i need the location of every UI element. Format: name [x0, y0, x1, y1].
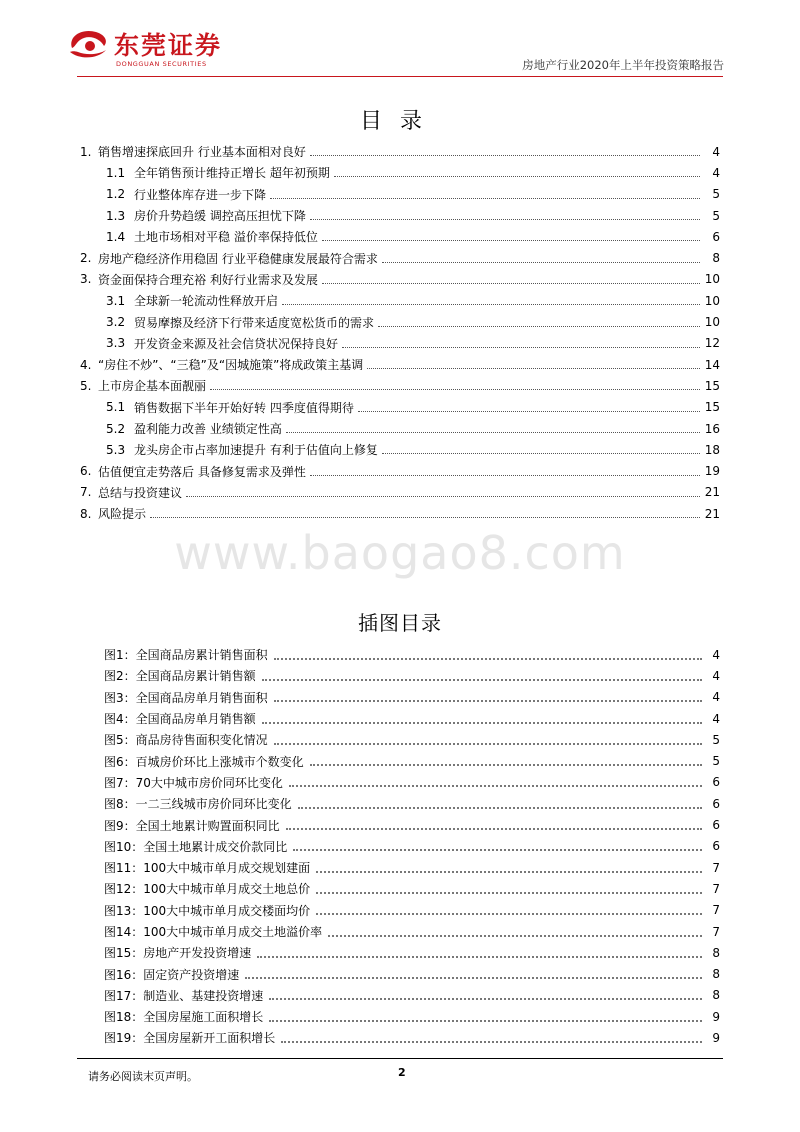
figure-entry[interactable]: [104, 942, 720, 963]
toc-entry[interactable]: [80, 397, 720, 418]
figure-leader-dots: [262, 722, 702, 724]
toc-entry-label: 资金面保持合理充裕 利好行业需求及发展: [98, 272, 318, 287]
toc-entry-page: 15: [704, 400, 720, 415]
toc-leader-dots: [378, 326, 700, 327]
toc-leader-dots: [270, 198, 700, 199]
figure-leader-dots: [269, 1020, 702, 1022]
figure-list-heading: 插图目录: [358, 611, 442, 635]
figure-entry-page: 7: [712, 924, 720, 939]
figure-entry-page: 8: [712, 945, 720, 960]
toc-entry-label: 土地市场相对平稳 溢价率保持低位: [134, 230, 318, 245]
figure-entry-page: 9: [712, 1009, 720, 1024]
figure-entry[interactable]: [104, 708, 720, 729]
figure-leader-dots: [310, 764, 702, 766]
figure-entry[interactable]: [104, 772, 720, 793]
toc-leader-dots: [322, 283, 700, 284]
figure-entry[interactable]: [104, 814, 720, 835]
toc-entry[interactable]: [80, 141, 720, 162]
figure-entry-page: 5: [712, 754, 720, 769]
toc-entry-number: 1.2: [106, 187, 126, 202]
watermark: www.baogao8.com: [174, 526, 626, 580]
toc-leader-dots: [310, 219, 700, 220]
toc-leader-dots: [382, 453, 700, 454]
toc-entry-number: 5.1: [106, 400, 126, 415]
toc-leader-dots: [210, 389, 700, 390]
figure-entry[interactable]: [104, 921, 720, 942]
toc-entry-number: 1.1: [106, 165, 126, 180]
figure-leader-dots: [286, 828, 702, 830]
figure-entry[interactable]: [104, 750, 720, 771]
toc-entry-number: 6.: [80, 464, 92, 479]
figure-entry-page: 6: [712, 775, 720, 790]
company-logo: [66, 22, 246, 72]
toc-entry-label: 风险提示: [98, 507, 147, 522]
toc-entry-page: 12: [704, 336, 720, 351]
toc-entry-page: 8: [712, 251, 720, 266]
toc-entry-number: 5.3: [106, 442, 126, 457]
toc-entry[interactable]: [80, 162, 720, 183]
figure-entry-label: 图1：全国商品房累计销售面积: [104, 648, 268, 663]
toc-entry-number: 3.1: [106, 293, 126, 308]
toc-entry-number: 3.: [80, 272, 92, 287]
figure-entry-page: 7: [712, 881, 720, 896]
figure-entry-label: 图13：100大中城市单月成交楼面均价: [104, 903, 311, 918]
figure-entry[interactable]: [104, 836, 720, 857]
toc-leader-dots: [382, 262, 700, 263]
figure-entry-page: 9: [712, 1030, 720, 1045]
toc-entry-number: 3.3: [106, 336, 126, 351]
toc-leader-dots: [358, 411, 700, 412]
figure-entry-label: 图11：100大中城市单月成交规划建面: [104, 861, 311, 876]
figure-entry-label: 图16：固定资产投资增速: [104, 967, 240, 982]
figure-entry-label: 图10：全国土地累计成交价款同比: [104, 839, 288, 854]
toc-leader-dots: [282, 304, 700, 305]
figure-leader-dots: [262, 679, 702, 681]
figure-entry[interactable]: [104, 985, 720, 1006]
figure-entry-page: 5: [712, 732, 720, 747]
toc-leader-dots: [286, 432, 700, 433]
toc-entry-number: 5.2: [106, 421, 126, 436]
toc-entry[interactable]: [80, 269, 720, 290]
figure-entry[interactable]: [104, 665, 720, 686]
toc-entry-page: 4: [712, 144, 720, 159]
toc-entry-number: 2.: [80, 251, 92, 266]
toc-entry-number: 1.4: [106, 229, 126, 244]
figure-leader-dots: [298, 807, 702, 809]
figure-entry-label: 图17：制造业、基建投资增速: [104, 988, 264, 1003]
toc-entry-label: 开发资金来源及社会信贷状况保持良好: [134, 336, 339, 351]
figure-entry[interactable]: [104, 729, 720, 750]
toc-entry-label: “房住不炒”、“三稳”及“因城施策”将成政策主基调: [98, 358, 364, 373]
figure-entry[interactable]: [104, 857, 720, 878]
figure-entry[interactable]: [104, 687, 720, 708]
figure-entry-page: 6: [712, 818, 720, 833]
toc-entry-page: 14: [704, 357, 720, 372]
toc-entry[interactable]: [80, 205, 720, 226]
toc-entry-label: 上市房企基本面靓丽: [98, 379, 207, 394]
toc-entry-page: 4: [712, 165, 720, 180]
toc-entry-number: 1.: [80, 144, 92, 159]
figure-entry-page: 7: [712, 903, 720, 918]
toc-entry[interactable]: [80, 439, 720, 460]
toc-leader-dots: [367, 368, 700, 369]
toc-entry[interactable]: [80, 184, 720, 205]
figure-entry-page: 7: [712, 860, 720, 875]
figure-leader-dots: [293, 849, 702, 851]
toc-entry-page: 21: [704, 506, 720, 521]
toc-entry-number: 3.2: [106, 315, 126, 330]
figure-entry-page: 4: [712, 647, 720, 662]
figure-entry-label: 图2：全国商品房累计销售额: [104, 669, 256, 684]
figure-entry-page: 6: [712, 839, 720, 854]
toc-entry-page: 21: [704, 485, 720, 500]
toc-entry-page: 5: [712, 208, 720, 223]
toc-entry-page: 16: [704, 421, 720, 436]
figure-leader-dots: [289, 785, 702, 787]
logo-chinese-name: 东莞证券: [114, 31, 223, 60]
toc-entry-page: 10: [704, 272, 720, 287]
figure-entry-label: 图18：全国房屋施工面积增长: [104, 1010, 264, 1025]
toc-entry-number: 5.: [80, 378, 92, 393]
figure-leader-dots: [274, 743, 702, 745]
toc-entry-label: 销售增速探底回升 行业基本面相对良好: [98, 145, 306, 160]
figure-entry-label: 图6：百城房价环比上涨城市个数变化: [104, 754, 304, 769]
logo-english-name: DONGGUAN SECURITIES: [116, 60, 207, 68]
figure-entry-page: 4: [712, 668, 720, 683]
figure-entry-label: 图7：70大中城市房价同环比变化: [104, 775, 283, 790]
figure-leader-dots: [316, 913, 702, 915]
toc-entry-number: 1.3: [106, 208, 126, 223]
toc-entry[interactable]: [80, 311, 720, 332]
toc-leader-dots: [310, 155, 700, 156]
toc-entry-number: 4.: [80, 357, 92, 372]
figure-entry[interactable]: [104, 878, 720, 899]
toc-entry-number: 8.: [80, 506, 92, 521]
toc-entry-label: 总结与投资建议: [98, 485, 183, 500]
toc-entry[interactable]: [80, 226, 720, 247]
toc-leader-dots: [186, 496, 700, 497]
figure-entry-page: 4: [712, 690, 720, 705]
figure-leader-dots: [281, 1041, 702, 1043]
figure-leader-dots: [328, 935, 702, 937]
toc-entry[interactable]: [80, 418, 720, 439]
toc-entry-label: 估值便宜走势落后 具备修复需求及弹性: [98, 464, 306, 479]
toc-entry-number: 7.: [80, 485, 92, 500]
figure-entry[interactable]: [104, 793, 720, 814]
figure-entry-label: 图19：全国房屋新开工面积增长: [104, 1031, 276, 1046]
figure-entry[interactable]: [104, 644, 720, 665]
figure-list: [104, 644, 720, 1049]
toc-entry-label: 盈利能力改善 业绩锁定性高: [134, 422, 282, 436]
toc-leader-dots: [150, 517, 700, 518]
toc-entry-label: 房价升势趋缓 调控高压担忧下降: [134, 209, 306, 224]
figure-leader-dots: [274, 658, 702, 660]
footer-divider: [77, 1058, 723, 1059]
toc-entry[interactable]: [80, 290, 720, 311]
figure-entry[interactable]: [104, 963, 720, 984]
toc-entry-page: 18: [704, 442, 720, 457]
figure-entry-page: 4: [712, 711, 720, 726]
toc-entry[interactable]: [80, 460, 720, 481]
toc-entry[interactable]: [80, 375, 720, 396]
figure-leader-dots: [257, 956, 702, 958]
toc-entry-page: 10: [704, 293, 720, 308]
toc-entry-page: 15: [704, 378, 720, 393]
figure-entry[interactable]: [104, 900, 720, 921]
report-title: 房地产行业2020年上半年投资策略报告: [522, 58, 724, 72]
toc-list: [80, 141, 720, 524]
figure-entry-label: 图15：房地产开发投资增速: [104, 946, 252, 961]
toc-heading: 目录: [359, 109, 440, 134]
toc-entry-page: 6: [712, 229, 720, 244]
toc-entry[interactable]: [80, 333, 720, 354]
toc-entry[interactable]: [80, 482, 720, 503]
toc-entry-label: 房地产稳经济作用稳固 行业平稳健康发展最符合需求: [98, 251, 378, 266]
toc-entry-label: 全球新一轮流动性释放开启: [134, 294, 279, 309]
toc-entry-page: 5: [712, 187, 720, 202]
figure-entry-page: 8: [712, 988, 720, 1003]
header-divider: [77, 76, 723, 77]
figure-entry-label: 图5：商品房待售面积变化情况: [104, 733, 268, 748]
footer-disclaimer: 请务必阅读末页声明。: [88, 1070, 198, 1083]
figure-leader-dots: [245, 977, 702, 979]
toc-entry-page: 19: [704, 464, 720, 479]
toc-leader-dots: [322, 240, 700, 241]
logo-mark-icon: [66, 26, 110, 62]
figure-entry-label: 图8：一二三线城市房价同环比变化: [104, 797, 292, 812]
figure-leader-dots: [269, 998, 702, 1000]
toc-entry-label: 销售数据下半年开始好转 四季度值得期待: [134, 400, 354, 415]
page-number: 2: [398, 1066, 406, 1079]
figure-entry-label: 图12：100大中城市单月成交土地总价: [104, 882, 311, 897]
figure-entry-label: 图3：全国商品房单月销售面积: [104, 690, 268, 705]
toc-entry[interactable]: [80, 247, 720, 268]
figure-entry-label: 图9：全国土地累计购置面积同比: [104, 818, 280, 833]
toc-entry-label: 行业整体库存进一步下降: [134, 187, 267, 202]
toc-entry-label: 龙头房企市占率加速提升 有利于估值向上修复: [134, 443, 378, 458]
toc-leader-dots: [334, 176, 700, 177]
toc-leader-dots: [342, 347, 700, 348]
figure-leader-dots: [316, 892, 702, 894]
figure-leader-dots: [274, 700, 702, 702]
figure-leader-dots: [316, 871, 702, 873]
toc-entry-label: 全年销售预计维持正增长 超年初预期: [134, 166, 330, 181]
toc-entry[interactable]: [80, 503, 720, 524]
figure-entry-label: 图4：全国商品房单月销售额: [104, 712, 256, 727]
figure-entry-page: 8: [712, 967, 720, 982]
figure-entry[interactable]: [104, 1006, 720, 1027]
figure-entry-page: 6: [712, 796, 720, 811]
toc-entry-label: 贸易摩擦及经济下行带来适度宽松货币的需求: [134, 315, 375, 330]
figure-entry[interactable]: [104, 1027, 720, 1048]
toc-leader-dots: [310, 475, 700, 476]
figure-entry-label: 图14：100大中城市单月成交土地溢价率: [104, 925, 323, 939]
toc-entry-page: 10: [704, 315, 720, 330]
toc-entry[interactable]: [80, 354, 720, 375]
